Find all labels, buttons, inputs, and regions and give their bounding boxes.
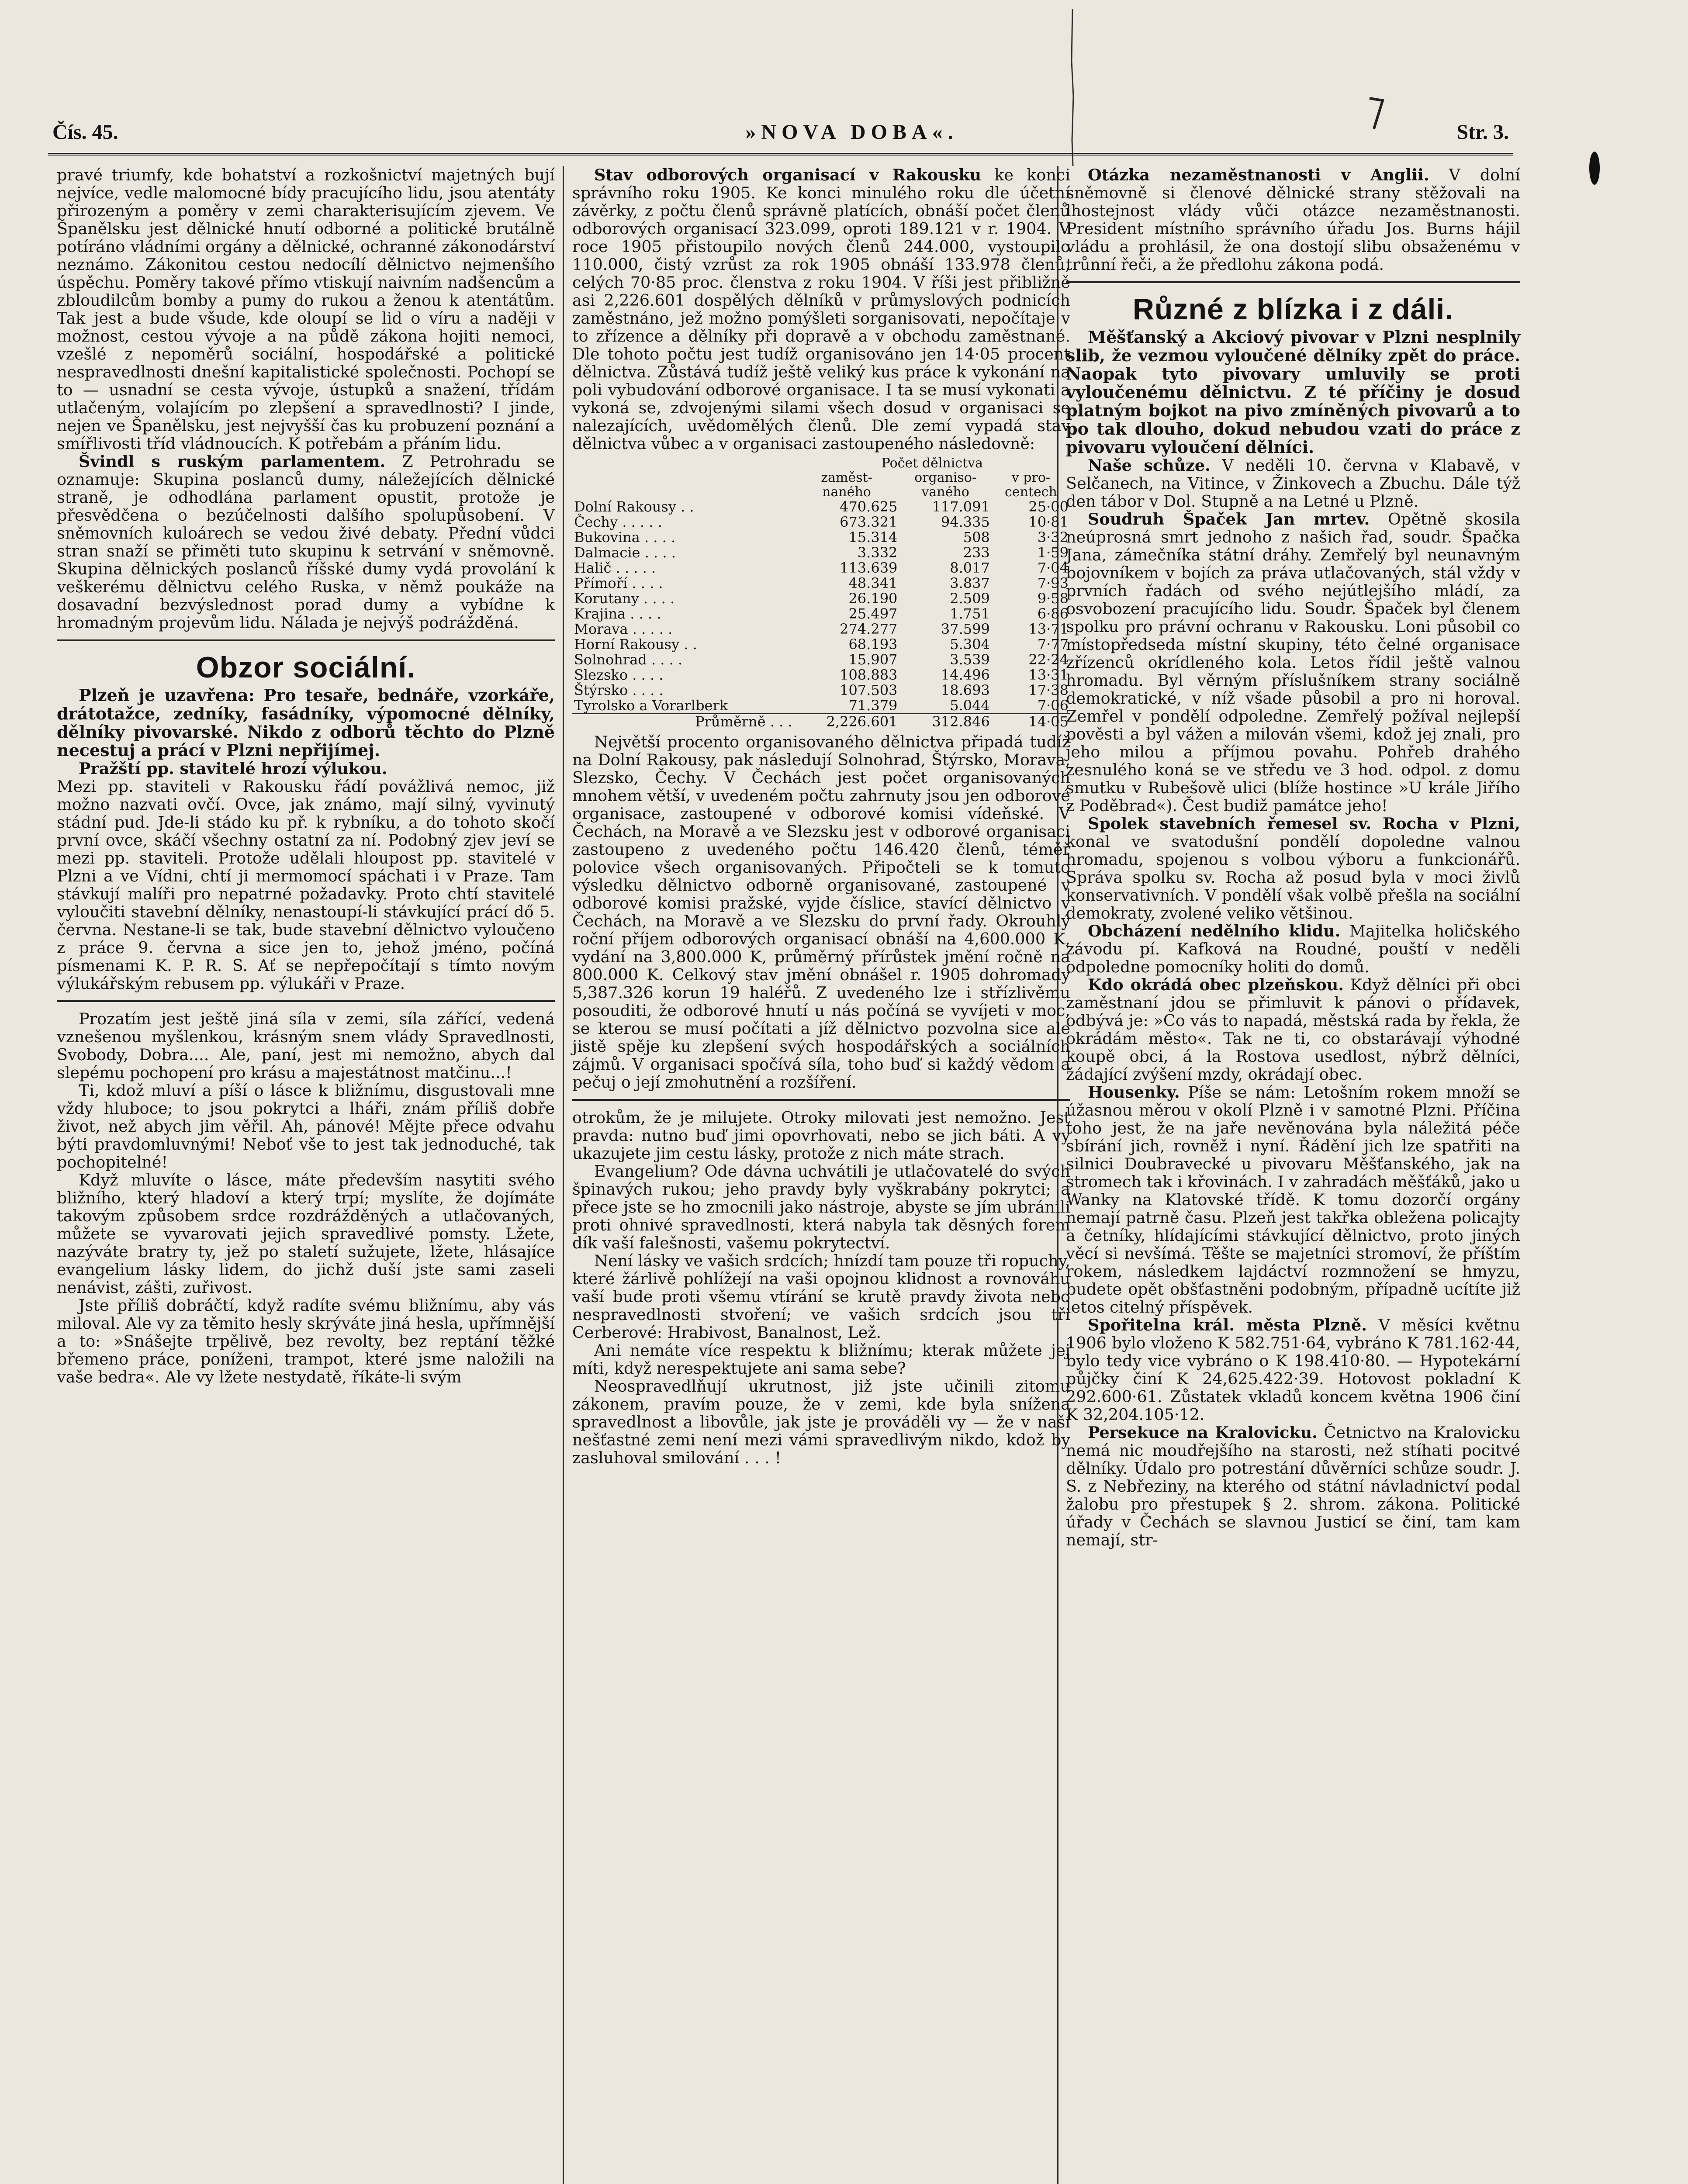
article-block [1066, 456, 1520, 510]
article-block [1066, 1316, 1520, 1424]
table-row [572, 499, 1070, 515]
section-rule [572, 1099, 1070, 1101]
table-header-row [572, 456, 1070, 470]
ink-mark-icon [1367, 96, 1385, 131]
article-title: Spolek stavebních řemesel sv. Rocha v Plzni, [1088, 814, 1520, 833]
table-body [572, 499, 1070, 714]
article-text: V dolní sněmovně si členové dělnické strany stěžovali na lhostejnost vlády vůči otázce nezaměstnanosti. President místního správního úřadu Jos. Burns hájil vládu a prohlásil, že ona dostojí slibu obsaženému v trůnní řeči, a že předlohu zákona podá. [1066, 166, 1520, 274]
table-cell: 3·32 [1037, 529, 1069, 546]
table-cell: 14.496 [941, 667, 990, 683]
table-cell: 6·86 [1037, 605, 1069, 622]
table-cell: 5.304 [950, 636, 990, 653]
table-cell: Tyrolsko a Vorarlberk [574, 697, 728, 714]
feuilleton-text: Ti, kdož mluví a píší o lásce k bližnímu, disgustovali mne vždy hluboce; to jsou pokrytci a lháři, znám příliš dobře život, než abych jim věřil. Ah, pánové! Mějte přece odvahu býti pravdomluvnými! Neboť vše to jest tak jednoduché, tak pochopitelné! [57, 1081, 555, 1171]
table-row [572, 667, 1070, 683]
section-heading: Různé z blízka i z dáli. [1132, 293, 1454, 326]
article-title: Naše schůze. [1088, 456, 1211, 475]
table-cell: 113.639 [840, 560, 898, 576]
article-text: pravé triumfy, kde bohatství a rozkošnictví majetných bují nejvíce, vedle malomocné bídy pracujícího lidu, jsou atentáty přirozeným a poměry v zemi charakterisujícím zjevem. Ve Španělsku jest dělnické hnutí odborné a politické brutálně potíráno vládními orgány a dělnické, ochranné zákonodárství neznámo. Zákonitou cestou nedocílí dělnictvo nejmenšího úspěchu. Poměry takové přímo vtiskují naivním nadšencům a zbloudilcům bomby a pumy do rukou a ženou k atentátům. Tak jest a bude všude, kde oloupí se lid o víru a naději v možnost, cestou vývoje a na půdě zákona hojiti nemoci, vzešlé z nepoměrů sociální, hospodářské a politické nespravedlnosti dnešní kapitalistické společnosti. Pochopí se to — usnadní se cesta vývoje, ústupků a snažení, třídám utlačeným, volajícím po zlepšení a spravedlnosti? I jinde, nejen ve Španělsku, jest nejvyšší čas ku probuzení poznání a smířlivosti tříd vládnoucích. K potřebám a přáním lidu. [57, 166, 555, 453]
table-cell: 274.277 [840, 621, 898, 637]
table-row [572, 606, 1070, 622]
section-rule [57, 1000, 555, 1002]
table-cell: 1.751 [950, 605, 990, 622]
ink-blot-icon [1586, 149, 1603, 188]
article-text: Četnictvo na Kralovicku nemá nic moudřejšího na starosti, než stíhati pocitvé dělníky. Údalo pro potrestání důvěrníci schůze soudr. J. S. z Nebřeziny, na kterého od státní návladnictví podal žalobu pro přestupek § 2. shrom. zákona. Politické úřady v Čechách se slavnou Justicí se činí, tam kam nemají, str- [1066, 1423, 1520, 1549]
table-cell: 94.335 [941, 514, 990, 530]
article-block [1066, 1083, 1520, 1316]
table-cell: 18.693 [941, 682, 990, 698]
column-3 [1066, 166, 1520, 1549]
article-text: Majitelka holičského závodu pí. Kafková na Roudné, pouští v neděli odpoledne pomocníky holiti do domů. [1066, 922, 1520, 976]
table-cell: 37.599 [941, 621, 990, 637]
table-cell: 68.193 [848, 636, 898, 653]
table-cell: Čechy . . . . . [574, 514, 662, 530]
article-block [1066, 166, 1520, 273]
table-cell: Horní Rakousy . . [574, 636, 697, 653]
table-cell: Krajina . . . . [574, 605, 661, 622]
article-block [1066, 1424, 1520, 1549]
column-divider [563, 166, 564, 2184]
table-cell: Solnohrad . . . . [574, 651, 683, 668]
table-total-row [572, 714, 1070, 729]
article-title: Spořitelna král. města Plzně. [1088, 1316, 1367, 1334]
feuilleton-text: Evangelium? Ode dávna uchvátili je utlačovatelé do svých špinavých rukou; jeho pravdy byly vyškrabány pokrytci; a přece jste se ho zmocnili jako nástroje, abyste se jím ubránili proti ohnivé spravedlnosti, která nabyla tak děsných forem dík vaší falešnosti, vašemu pokrytectví. [572, 1162, 1070, 1252]
table-cell: Bukovina . . . . [574, 529, 676, 546]
table-cell: Přímoří . . . . [574, 575, 663, 591]
table-cell: 108.883 [840, 667, 898, 683]
table-cell: 7·06 [1037, 697, 1069, 714]
table-cell: 26.190 [848, 590, 898, 607]
feuilleton-text: Neospravedlňují ukrutnost, již jste učinili zitomu zákonem, pravím pouze, že v zemi, kde byla snížena spravedlnost a libovůle, jak jste je prováděli vy — že v naší nešťastné zemi není mezi vámi spravedlivým nikdo, kdož by zasluhoval smilování . . . ! [572, 1377, 1070, 1467]
table-row [572, 698, 1070, 714]
column-1 [57, 166, 555, 1386]
table-row [572, 622, 1070, 637]
table-cell: 15.907 [848, 651, 898, 668]
header-rule [48, 153, 1513, 158]
article-text: Z Petrohradu se oznamuje: Skupina poslanců dumy, náležejících dělnické straně, je odhodlána parlament opustit, protože je přesvědčena o bezúčelnosti dalšího spolupůsobení. V sněmovních kuloárech se vedou živé debaty. Přední vůdci stran snaží se přiměti tuto skupinu k setrvání v sněmovně. Skupina dělnických poslanců říšské dumy vydá provolání k veškerému dělnictvu celého Ruska, v němž poukáže na dosavadní bezvýslednost porad dumy a vybídne k hromadným projevům lidu. Nálada je nejvýš podrážděná. [57, 452, 555, 632]
feuilleton-text: Jste příliš dobráčtí, když radíte svému bližnímu, aby vás miloval. Ale vy za těmito hesly skrýváte jiná hesla, upřímnější a to: »Snášejte trpělivě, bez revolty, bez reptání těžké břemeno práce, poníženi, trampot, které jsme naložili na vaše bedra«. Ale vy lžete nestydatě, říkáte-li svým [57, 1296, 555, 1386]
table-cell: Morava . . . . . [574, 621, 673, 637]
article-text: V neděli 10. června v Klabavě, v Selčanech, na Vitince, v Žinkovech a Zbuchu. Dále týž den tábor v Dol. Stupně a na Letné u Plzně. [1066, 456, 1520, 511]
article-title: Otázka nezaměstnanosti v Anglii. [1088, 166, 1429, 184]
table-cell: 48.341 [848, 575, 898, 591]
page-crease-mark [1068, 9, 1077, 166]
table-cell: 71.379 [848, 697, 898, 714]
table-cell: 7·04 [1037, 560, 1069, 576]
statistics-table [572, 456, 1070, 729]
article-text: Píše se nám: Letošním rokem množí se úžasnou měrou v okolí Plzně i v samotné Plzni. Příčina toho jest, že na jaře nevěnována byla náležitá péče sbírání jich, rovněž i nyní. Řádění jich lze spatřiti na silnici Doubravecké u pivovaru Měšťanského, jak na stromech tak i křovinách. I v zahradách měšťáků, jako u Wanky na Klatovské třídě. K tomu dozorčí orgány nemají patrně času. Plzeň jest takřka obležena policajty a četníky, hlídajícími stávkující dělnictvo, proto jiných věcí si nevšímá. Těšte se majetníci stromoví, že příštím rokem, následkem lajdáctví rozmnožení se hmyzu, budete opět obšťastněni podobným, případně ucítíte již letos citelný příspěvek. [1066, 1083, 1520, 1317]
article-text: Mezi pp. staviteli v Rakousku řádí povážlivá nemoc, již možno nazvati ovčí. Ovce, jak známo, mají silný, vyvinutý stádní pud. Jde-li stádo ku př. k rybníku, a do tohoto skočí první ovce, skáčí všechny ostatní za ní. Podobný zjev jeví se mezi pp. staviteli. Protože udělali hloupost pp. stavitelé v Plzni a ve Vídni, chtí ji mermomocí spáchati i v Praze. Tam stávkují malíři pro nepatrné požadavky. Proto chtí stavitelé vyloučiti stavební dělníky, nenastoupí-li stávkující prácí dő 5. června. Nestane-li se tak, bude stavební dělnictvo vyloučeno z práce 9. června a sice jen to, jehož jméno, počíná písmenami K. P. R. S. Ať se nepřepočítají s tímto novým výlukářským rebusem pp. výlukáři v Praze. [57, 777, 555, 993]
table-cell: 7·93 [1037, 575, 1069, 591]
feuilleton-text: otrokům, že je milujete. Otroky milovati jest nemožno. Jest pravda: nutno buď jimi opovrhovati, nebo se jich báti. A vy ukazujete jim cestu lásky, protože z nich máte strach. [572, 1108, 1070, 1163]
table-header: Počet dělnictva [881, 456, 983, 471]
article-title: Kdo okrádá obec plzeňskou. [1088, 975, 1344, 994]
table-header: zaměst- naného [821, 470, 872, 500]
table-cell: 14·05 [1028, 713, 1069, 730]
table-cell: 3.539 [950, 651, 990, 668]
table-cell: Dalmacie . . . . [574, 544, 676, 561]
article-block [1066, 922, 1520, 976]
table-row [572, 683, 1070, 698]
section-rule [1066, 281, 1520, 283]
table-row [572, 530, 1070, 545]
article-title: Soudruh Špaček Jan mrtev. [1088, 510, 1370, 529]
table-row [572, 515, 1070, 530]
feuilleton-text: Není lásky ve vašich srdcích; hnízdí tam pouze tři ropuchy, které žárlivě pohlížejí na vaši opojnou klidnost a rovnováhu vaší bude proti všemu vtírání se krutě pravdy života nebo nespravedlnosti stvoření; ve vašich srdcích jsou tři Cerberové: Hrabivost, Banalnost, Lež. [572, 1251, 1070, 1342]
article-block [1066, 510, 1520, 815]
article-text: Největší procento organisovaného dělnictva připadá tudíž na Dolní Rakousy, pak následují Solnohrad, Štýrsko, Morava, Slezsko, Čechy. V Čechách jest počet organisovaných mnohem větší, v uvedeném počtu zahrnuty jsou jen odborové organisace, zastoupené v odborové komisi vídeňské. V Čechách, na Moravě a ve Slezsku jest v odborové organisaci zastoupeno z uvedeného počtu 146.420 členů, téměř polovice všech organisovaných. Připočteli se k tomuto výsledku dělnictvo odborně organisované, zastoupené v odborové komisi pražské, vyjde číslice, stavící dělnictvo v Čechách, na Moravě a ve Slezsku do první řady. Okrouhlý roční příjem odborových organisací obnáší na 4,600.000 K, vydání na 3,800.000 K, průměrný přírůstek jmění ročně na 800.000 K. Celkový stav jmění obnášel r. 1905 dohromady 5,387.326 korun 19 haléřů. Z uvedeného lze i střízlivěmu posouditi, že odborové hnutí u nás počíná se vyvíjeti v moc, se kterou se musí počítati a jíž dělnictvo pozvolna sice ale jistě spěje ku zlepšení svých hospodářských a sociálních zájmů. V organisaci spočívá síla, toho buď si každý vědom a pečuj o její zmohutnění a rozšíření. [572, 733, 1070, 1092]
article-text: V měsíci květnu 1906 bylo vloženo K 582.751·64, vybráno K 781.162·44, bylo tedy vice vybráno o K 198.410·80. — Hypotekární půjčky činí K 24,625.422·39. Hotovost pokladní K 292.600·61. Zůstatek vkladů koncem května 1906 činí K 32,204.105·12. [1066, 1316, 1520, 1424]
feuilleton-text: Když mluvíte o lásce, máte především nasytiti svého bližního, který hladoví a který trpí; myslíte, že dojímáte takovým způsobem srdce rozdrážděných a utlačovaných, můžete se vyvarovati jejich spravedlivé pomsty. Lžete, nazýváte bratry ty, jež po staletí sužujete, lžete, hlásajíce evangelium lásky lidem, do jichž duší jste sami zaseli nenávist, zášti, zuřivost. [57, 1171, 555, 1297]
table-cell: 107.503 [840, 682, 898, 698]
page-number: Str. 3. [1456, 121, 1509, 144]
boycott-notice: Měšťanský a Akciový pivovar v Plzni nesplnily slib, že vezmou vyloučené dělníky zpět do práce. Naopak tyto pivovary umluvily se proti vyloučenému dělnictvu. Z té příčiny je dosud platným bojkot na pivo zmíněných pivovarů a to po tak dlouho, dokud nebudou vzati do práce z pivovaru vyloučení dělníci. [1066, 327, 1520, 457]
table-header: v pro- centech [1005, 470, 1057, 500]
table-cell: 8.017 [950, 560, 990, 576]
table-cell: 13·71 [1028, 621, 1069, 637]
article-block [1066, 815, 1520, 922]
table-cell: 312.846 [932, 713, 990, 730]
column-2 [572, 166, 1070, 1467]
table-header-row [572, 470, 1070, 499]
article-title: Obcházení nedělního klidu. [1088, 922, 1341, 940]
table-cell: 5.044 [950, 697, 990, 714]
article-text: konal ve svatodušní pondělí dopoledne valnou hromadu, spojenou s volbou výboru a funkcionářů. Správa spolku sv. Rocha až posud byla v moci živlů konservativních. V pondělí však volbě přešla na sociální demokraty, zvolené veliko většinou. [1066, 832, 1520, 923]
table-cell: 508 [963, 529, 990, 546]
article-text: Opětně skosila neúprosná smrt jednoho z našich řad, soudr. Špačka Jana, zámečníka státní dráhy. Zemřelý byl neunavným bojovníkem v bojích za práva utlačovaných, stál vždy v prvních řadách od svého nejútlejšího mládí, za osvobození pracujícího lidu. Soudr. Špaček byl členem spolku pro právní ochranu v Rakousku. Loni působil co místopředseda místní skupiny, této čelné organisace zřízenců okrídleného kola. Letos řídil ještě valnou hromadu. Byl věrným příslušníkem strany sociálně demokratické, v níž všade působil a pro ni horoval. Zemřel v pondělí odpoledne. Zemřelý požíval nejlepší pověsti a byl vážen a milován všemi, kdož jej znali, pro jeho milou a příjmou povahu. Pohřeb drahého zesnulého koná se ve středu ve 3 hod. odpol. z domu smutku v Rubešově ulici (blíže hostince »U krále Jiřího z Poděbrad«). Čest budiž památce jeho! [1066, 510, 1520, 815]
table-cell: Slezsko . . . . [574, 667, 664, 683]
article-title: Stav odborových organisací v Rakousku [594, 166, 982, 184]
table-cell: 17·38 [1028, 682, 1069, 698]
table-cell: 13·31 [1028, 667, 1069, 683]
table-cell: Korutany . . . . [574, 590, 675, 607]
table-row [572, 545, 1070, 560]
table-cell: 25.497 [848, 605, 898, 622]
table-cell: 2.509 [950, 590, 990, 607]
issue-number: Čís. 45. [52, 121, 118, 144]
article-block [572, 166, 1070, 453]
table-cell: 3.332 [857, 544, 898, 561]
table-cell: 1·59 [1037, 544, 1069, 561]
article-block [1066, 976, 1520, 1083]
table-cell: Průměrně . . . [695, 713, 792, 730]
table-row [572, 652, 1070, 667]
section-rule [57, 639, 555, 641]
table-cell: 117.091 [932, 498, 990, 515]
table-header: organiso- vaného [914, 470, 977, 500]
table-cell: 2,226.601 [826, 713, 898, 730]
table-cell: Dolní Rakousy . . [574, 498, 694, 515]
table-row [572, 591, 1070, 606]
masthead-title: »NOVA DOBA«. [745, 121, 958, 144]
table-cell: 9·58 [1037, 590, 1069, 607]
table-cell: 10·81 [1028, 514, 1069, 530]
table-cell: 7·77 [1037, 636, 1069, 653]
table-cell: 673.321 [840, 514, 898, 530]
boycott-notice: Plzeň je uzavřena: Pro tesaře, bednáře, vzorkáře, drátotažce, zedníky, fasádníky, výpomocné dělníky, dělníky pivovarské. Nikdo z odborů těchto do Plzně necestuj a prácí v Plzni nepřijímej. [57, 685, 555, 760]
table-cell: Halič . . . . . [574, 560, 656, 576]
feuilleton-text: Ani nemáte více respektu k bližnímu; kterak můžete jej míti, když nerespektujete ani sama sebe? [572, 1341, 1070, 1378]
article-block [57, 453, 555, 632]
article-title: Persekuce na Kralovicku. [1088, 1423, 1318, 1442]
article-title: Pražští pp. stavitelé hrozí výlukou. [79, 759, 387, 778]
article-title: Švindl s ruským parlamentem. [79, 452, 386, 471]
article-text: ke konci správního roku 1905. Ke konci minulého roku dle účetní závěrky, z počtu členů správně platících, obnáší počet členů odborových organisací 323.099, oproti 189.121 v r. 1904. V roce 1905 přistoupilo nových členů 244.000, vystoupilo 110.000, čistý vzrůst za rok 1905 obnáší 133.978 členů, celých 70·85 proc. členstva z roku 1904. V říši jest přibližně asi 2,226.601 dospělých dělníků v průmyslových podnicích zaměstnáno, jež možno pomýšleti sorganisovati, nepočítaje v to zřízence a dělníky při dopravě a v obchodu zaměstnané. Dle tohoto počtu jest tudíž organisováno jen 14·05 procent dělnictva. Zůstává tudíž ještě veliký kus práce k vykonání na poli vybudování odborové organisace. I ta se musí vykonati a vykoná se, zdvojenými silami všech dosud v organisaci se nalezajících, uvědomělých členů. Dle zemí vypadá stav dělnictva vůbec a v organisaci zastoupeného následovně: [572, 166, 1070, 453]
table-row [572, 560, 1070, 576]
table-cell: 15.314 [848, 529, 898, 546]
table-cell: 3.837 [950, 575, 990, 591]
table-cell: 470.625 [840, 498, 898, 515]
article-text: Když dělníci při obci zaměstnaní jdou se přimluvit k pánovi o přídavek, odbývá je: »Co vás to napadá, městská rada by řekla, že okrádám město«. Tak ne ti, co obstarávají výhodné koupě obci, á la Rostova usedlost, nýbrž dělníci, žádající zvýšení mzdy, okrádají obec. [1066, 975, 1520, 1084]
table-cell: 233 [963, 544, 990, 561]
section-heading: Obzor sociální. [196, 651, 416, 684]
article-title: Housenky. [1088, 1083, 1180, 1102]
table-row [572, 637, 1070, 652]
table-cell: 25·00 [1028, 498, 1069, 515]
feuilleton-text: Prozatím jest ještě jiná síla v zemi, síla zářící, vedená vznešenou myšlenkou, krásným snem vlády Spravedlnosti, Svobody, Dobra.... Ale, paní, jest mi nemožno, abych dal slepému pochopení pro krásu a majestátnost matčinu...! [57, 1009, 555, 1082]
table-row [572, 576, 1070, 591]
table-cell: Štýrsko . . . . [574, 682, 664, 698]
table-cell: 22·24 [1028, 651, 1069, 668]
